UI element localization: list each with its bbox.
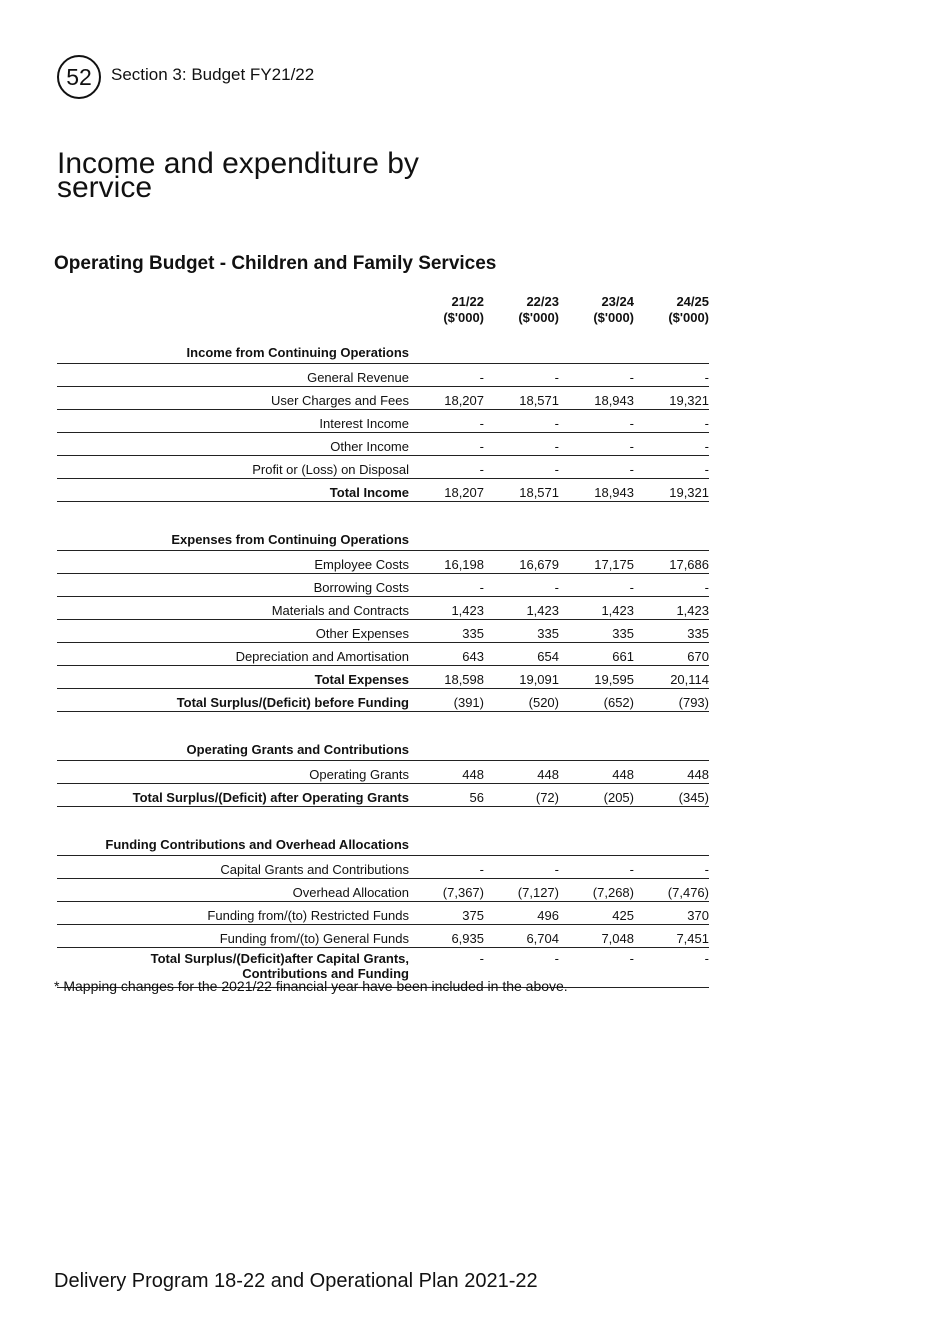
row-value: 17,686 — [634, 551, 709, 574]
row-value: 496 — [484, 902, 559, 925]
row-value: 448 — [484, 761, 559, 784]
row-label: Total Income — [57, 479, 409, 502]
row-value: - — [409, 433, 484, 456]
row-value: - — [484, 410, 559, 433]
section-heading: Operating Grants and Contributions — [57, 735, 409, 761]
row-value: 7,048 — [559, 925, 634, 948]
row-label: Other Income — [57, 433, 409, 456]
row-value: 643 — [409, 643, 484, 666]
row-value: 335 — [559, 620, 634, 643]
table-row — [57, 761, 709, 784]
row-value: 18,943 — [559, 479, 634, 502]
table-row — [57, 689, 709, 712]
row-value: 335 — [484, 620, 559, 643]
row-value: (205) — [559, 784, 634, 807]
row-value: 17,175 — [559, 551, 634, 574]
row-value: 18,571 — [484, 387, 559, 410]
row-label: Materials and Contracts — [57, 597, 409, 620]
row-value: 670 — [634, 643, 709, 666]
table-row — [57, 551, 709, 574]
row-value: - — [409, 856, 484, 879]
row-value: 18,598 — [409, 666, 484, 689]
row-label: Funding from/(to) General Funds — [57, 925, 409, 948]
row-label: Profit or (Loss) on Disposal — [57, 456, 409, 479]
row-value: - — [559, 433, 634, 456]
row-label: Overhead Allocation — [57, 879, 409, 902]
row-value: 335 — [409, 620, 484, 643]
row-value: 16,679 — [484, 551, 559, 574]
table-subtitle: Operating Budget - Children and Family Services — [54, 253, 497, 274]
row-value: 6,704 — [484, 925, 559, 948]
row-value: 19,321 — [634, 387, 709, 410]
row-value: 18,943 — [559, 387, 634, 410]
table-row — [57, 387, 709, 410]
table-row — [57, 643, 709, 666]
row-value: (652) — [559, 689, 634, 712]
row-value: - — [484, 364, 559, 387]
row-value: 448 — [559, 761, 634, 784]
table-row — [57, 879, 709, 902]
row-value: 16,198 — [409, 551, 484, 574]
row-value: 18,207 — [409, 479, 484, 502]
row-value: - — [634, 948, 709, 988]
row-value: (72) — [484, 784, 559, 807]
page-number-badge — [57, 55, 101, 99]
row-value: - — [409, 364, 484, 387]
row-value: - — [484, 856, 559, 879]
page-number: 52 — [66, 63, 92, 90]
row-value: - — [559, 856, 634, 879]
budget-table — [57, 294, 709, 988]
column-header: 24/25 ($'000) — [668, 294, 709, 325]
row-value: (391) — [409, 689, 484, 712]
row-value: 19,091 — [484, 666, 559, 689]
row-value: 335 — [634, 620, 709, 643]
row-value: (345) — [634, 784, 709, 807]
row-value: 19,321 — [634, 479, 709, 502]
table-body — [57, 338, 709, 988]
row-value: 425 — [559, 902, 634, 925]
footnote: * Mapping changes for the 2021/22 financial year have been included in the above. — [54, 978, 568, 994]
page-title: Income and expenditure by service — [57, 147, 419, 204]
section-heading-row — [57, 735, 709, 761]
row-label: Total Surplus/(Deficit)after Capital Grants, Contributions and Funding — [57, 948, 409, 988]
row-value: - — [634, 574, 709, 597]
table-row — [57, 666, 709, 689]
section-heading: Expenses from Continuing Operations — [57, 525, 409, 551]
spacer-row — [57, 807, 709, 831]
row-value: 1,423 — [559, 597, 634, 620]
table-row — [57, 433, 709, 456]
section-heading-row — [57, 338, 709, 364]
spacer-row — [57, 502, 709, 526]
section-heading: Income from Continuing Operations — [57, 338, 409, 364]
table-row — [57, 574, 709, 597]
row-value: - — [409, 456, 484, 479]
page-footer: Delivery Program 18-22 and Operational Plan 2021-22 — [54, 1270, 538, 1292]
row-value: - — [409, 574, 484, 597]
row-value: - — [484, 948, 559, 988]
spacer-row — [57, 712, 709, 736]
table-row — [57, 620, 709, 643]
row-value: 1,423 — [409, 597, 484, 620]
row-label: Borrowing Costs — [57, 574, 409, 597]
row-value: - — [634, 410, 709, 433]
row-value: 448 — [409, 761, 484, 784]
row-value: 18,207 — [409, 387, 484, 410]
row-value: 370 — [634, 902, 709, 925]
row-label: Other Expenses — [57, 620, 409, 643]
table-row — [57, 597, 709, 620]
row-label: Capital Grants and Contributions — [57, 856, 409, 879]
row-value: - — [634, 364, 709, 387]
row-value: - — [559, 456, 634, 479]
row-value: - — [559, 410, 634, 433]
row-label: Total Expenses — [57, 666, 409, 689]
row-value: (7,367) — [409, 879, 484, 902]
row-value: (7,268) — [559, 879, 634, 902]
section-heading: Funding Contributions and Overhead Allocations — [57, 830, 409, 856]
row-value: - — [484, 433, 559, 456]
table-header — [57, 294, 709, 338]
row-value: 56 — [409, 784, 484, 807]
row-value: - — [484, 456, 559, 479]
section-heading-row — [57, 830, 709, 856]
row-value: 19,595 — [559, 666, 634, 689]
row-label: Total Surplus/(Deficit) before Funding — [57, 689, 409, 712]
table-row — [57, 479, 709, 502]
row-value: - — [559, 364, 634, 387]
column-header: 22/23 ($'000) — [518, 294, 559, 325]
table-row — [57, 364, 709, 387]
row-label: Funding from/(to) Restricted Funds — [57, 902, 409, 925]
row-label: Operating Grants — [57, 761, 409, 784]
row-value: 6,935 — [409, 925, 484, 948]
row-value: - — [484, 574, 559, 597]
row-label: Interest Income — [57, 410, 409, 433]
row-value: (793) — [634, 689, 709, 712]
section-label: Section 3: Budget FY21/22 — [111, 65, 315, 84]
row-value: 448 — [634, 761, 709, 784]
row-value: 375 — [409, 902, 484, 925]
table-row — [57, 410, 709, 433]
row-value: - — [634, 433, 709, 456]
row-value: - — [409, 410, 484, 433]
column-header: 21/22 ($'000) — [443, 294, 484, 325]
row-value: 1,423 — [484, 597, 559, 620]
row-value: - — [634, 856, 709, 879]
row-value: 654 — [484, 643, 559, 666]
table-row — [57, 902, 709, 925]
row-label: Total Surplus/(Deficit) after Operating Grants — [57, 784, 409, 807]
row-value: (7,127) — [484, 879, 559, 902]
row-value: (520) — [484, 689, 559, 712]
table-row — [57, 456, 709, 479]
row-value: - — [559, 574, 634, 597]
column-header: 23/24 ($'000) — [593, 294, 634, 325]
row-value: - — [409, 948, 484, 988]
row-value: 661 — [559, 643, 634, 666]
header-blank — [57, 294, 409, 338]
row-value: - — [559, 948, 634, 988]
row-value: 18,571 — [484, 479, 559, 502]
row-value: - — [634, 456, 709, 479]
table-row — [57, 784, 709, 807]
row-label: Employee Costs — [57, 551, 409, 574]
row-label: User Charges and Fees — [57, 387, 409, 410]
row-value: (7,476) — [634, 879, 709, 902]
row-value: 1,423 — [634, 597, 709, 620]
table-row — [57, 925, 709, 948]
row-value: 7,451 — [634, 925, 709, 948]
row-label: General Revenue — [57, 364, 409, 387]
row-label: Depreciation and Amortisation — [57, 643, 409, 666]
table-row — [57, 856, 709, 879]
row-value: 20,114 — [634, 666, 709, 689]
section-heading-row — [57, 525, 709, 551]
